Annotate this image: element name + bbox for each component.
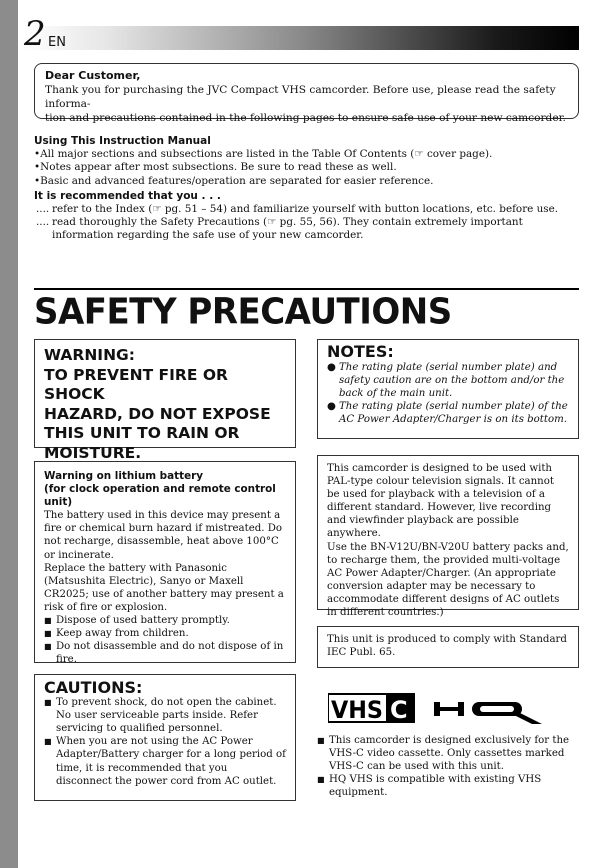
vhs-compat-section: [317, 734, 579, 799]
vhs-item: [317, 773, 579, 799]
intro-line-1: Thank you for purchasing the JVC Compact VHS camcorder. Before use, please read the safety informa-: [45, 84, 556, 110]
page-language: EN: [48, 35, 66, 50]
lithium-item: [44, 614, 286, 627]
svg-text:VHS: VHS: [331, 696, 383, 724]
caution-text: When you are not using the AC Power Adapter/Battery charger for a long period of time, it is recommended that you disconnect the power cord from AC outlet.: [56, 736, 286, 787]
vhs-item-text: This camcorder is designed exclusively for the VHS-C video cassette. Only cassettes marked VHS-C can be used with this unit.: [329, 735, 570, 773]
note-item: [327, 361, 569, 400]
square-bullet-icon: ■: [44, 698, 52, 708]
lithium-item: [44, 627, 286, 640]
warning-line: TO PREVENT FIRE OR SHOCK: [44, 365, 228, 403]
recommended-text: read thoroughly the Safety Precautions (☞ pg. 55, 56). They contain extremely important information regarding the safe use of your new camcorder.: [52, 216, 523, 242]
lithium-paragraph: The battery used in this device may present a fire or chemical burn hazard if mistreated. Do not recharge, disassemble, heat above 100°C or incinerate.: [44, 510, 283, 561]
warning-line: HAZARD, DO NOT EXPOSE: [44, 404, 271, 423]
vhs-c-logo-icon: [328, 694, 414, 724]
recommended-dots: ....: [36, 216, 50, 229]
note-text: The rating plate (serial number plate) of the AC Power Adapter/Charger is on its bottom.: [339, 401, 568, 425]
design-paragraph: Use the BN-V12U/BN-V20U battery packs and, to recharge them, the provided multi-voltage AC Power Adapter/Charger. (An appropriate conversion adapter may be necessary to accommodate different designs of AC outlets in different countries.): [327, 541, 569, 619]
design-paragraph: This camcorder is designed to be used with PAL-type colour television signals. It cannot be used for playback with a television of a different standard. However, live recording and viewfinder playback are possible anywhere.: [327, 463, 554, 540]
caution-item: [44, 735, 286, 787]
intro-greeting: Dear Customer,: [45, 69, 141, 82]
warning-line: MOISTURE.: [44, 443, 142, 462]
svg-text:C: C: [390, 696, 408, 724]
lithium-item: [44, 640, 286, 666]
caution-item: [44, 696, 286, 735]
warning-line: THIS UNIT TO RAIN OR: [44, 424, 240, 442]
square-bullet-icon: ■: [44, 616, 52, 626]
recommended-item: [34, 203, 579, 216]
square-bullet-icon: ■: [44, 737, 52, 747]
cautions-box: [34, 674, 296, 801]
manual-bullet: •All major sections and subsections are listed in the Table Of Contents (☞ cover page).: [34, 148, 493, 161]
manual-bullet: •Notes appear after most subsections. Be sure to read these as well.: [34, 161, 397, 174]
bullet-icon: ●: [327, 401, 336, 412]
hq-logo-icon: [434, 702, 542, 724]
square-bullet-icon: ■: [44, 629, 52, 639]
page-edge-bar: [0, 0, 18, 868]
format-logos: [328, 690, 568, 726]
note-item: [327, 400, 569, 426]
manual-heading: Using This Instruction Manual: [34, 135, 211, 147]
vhs-item-text: HQ VHS is compatible with existing VHS equipment.: [329, 774, 542, 799]
note-text: The rating plate (serial number plate) and safety caution are on the bottom and/or the back of the main unit.: [339, 362, 565, 399]
manual-bullet: •Basic and advanced features/operation are separated for easier reference.: [34, 174, 434, 187]
recommended-dots: ....: [36, 203, 50, 216]
warning-box: [34, 339, 296, 462]
pal-design-box: [317, 455, 579, 619]
square-bullet-icon: ■: [317, 736, 325, 745]
bullet-icon: ●: [327, 362, 336, 373]
customer-intro-box: [34, 63, 579, 124]
iec-compliance-box: [317, 626, 579, 668]
cautions-heading: CAUTIONS:: [44, 678, 143, 697]
recommended-item: [34, 216, 579, 242]
square-bullet-icon: ■: [317, 775, 325, 785]
header-gradient-bar: [24, 26, 579, 50]
caution-text: To prevent shock, do not open the cabinet. No user serviceable parts inside. Refer servicing to qualified personnel.: [56, 697, 277, 735]
page-title: SAFETY PRECAUTIONS: [34, 291, 452, 333]
notes-heading: NOTES:: [327, 342, 394, 361]
square-bullet-icon: ■: [44, 642, 52, 652]
notes-box: [317, 339, 579, 439]
warning-line: WARNING:: [44, 346, 135, 364]
page-number: 2: [24, 14, 46, 54]
manual-usage-section: [34, 135, 579, 243]
intro-line-2: tion and precautions contained in the following pages to ensure safe use of your new camcorder.: [45, 112, 566, 124]
lithium-item-text: Keep away from children.: [56, 628, 189, 640]
vhs-c-hq-logos-icon: [328, 690, 568, 726]
lithium-paragraph: Replace the battery with Panasonic (Matsushita Electric), Sanyo or Maxell CR2025; use of another battery may present a risk of fire or explosion.: [44, 562, 284, 613]
lithium-item-text: Dispose of used battery promptly.: [56, 615, 230, 627]
recommended-heading: It is recommended that you . . .: [34, 189, 221, 202]
title-rule: [34, 288, 579, 290]
comply-text: This unit is produced to comply with Standard IEC Publ. 65.: [327, 634, 567, 659]
vhs-item: [317, 734, 579, 773]
lithium-item-text: Do not disassemble and do not dispose of in fire.: [56, 641, 284, 666]
lithium-subheading: (for clock operation and remote control unit): [44, 483, 276, 509]
recommended-text: refer to the Index (☞ pg. 51 – 54) and familiarize yourself with button locations, etc. before use.: [52, 203, 559, 216]
lithium-heading: Warning on lithium battery: [44, 470, 204, 482]
lithium-warning-box: [34, 461, 296, 666]
